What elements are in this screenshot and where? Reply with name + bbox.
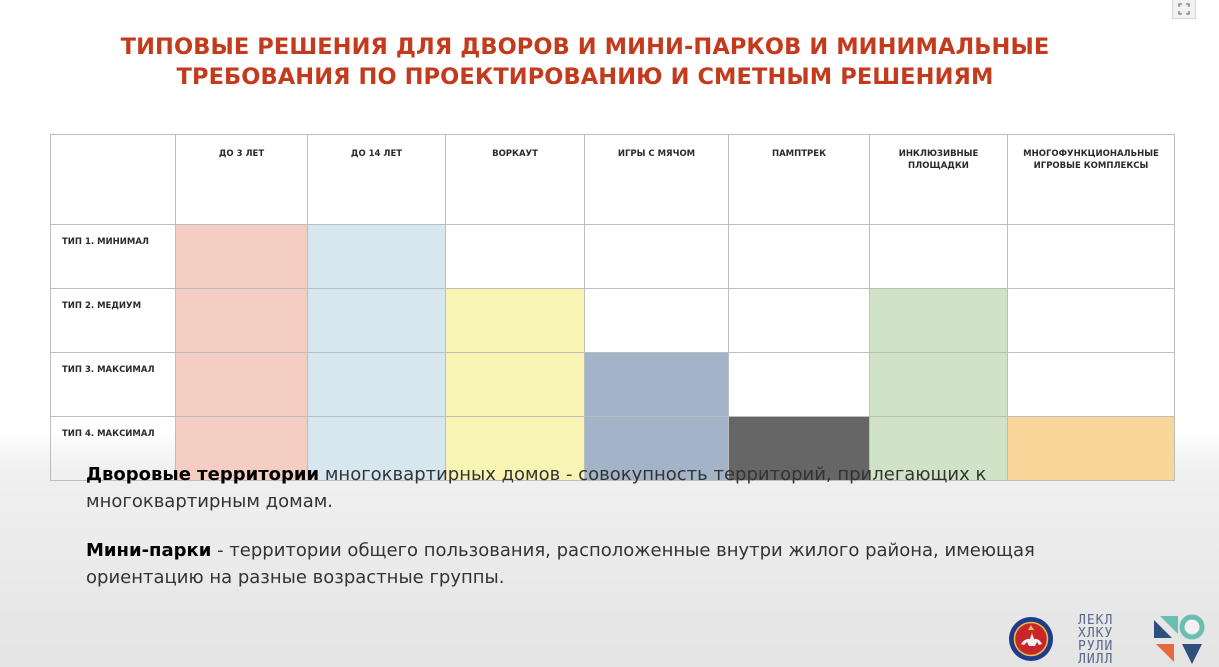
definition-term: Мини-парки [86,540,212,561]
table-cell [1008,353,1175,417]
table-row [51,353,1175,417]
definition-yard-territories [86,461,1136,515]
row-label: ТИП 4. МАКСИМАЛ [51,417,176,481]
table-cell [176,225,308,289]
wordmark-line: РУЛИ [1078,639,1114,654]
wordmark-line: ХЛКУ [1078,626,1114,641]
table-row [51,225,1175,289]
table-cell [176,289,308,353]
title-line-2: ТРЕБОВАНИЯ ПО ПРОЕКТИРОВАНИЮ И СМЕТНЫМ РЕШЕНИЯМ [176,64,994,90]
column-header: ДО 14 ЛЕТ [308,135,446,225]
table-cell [446,225,585,289]
table-cell [870,225,1008,289]
header-corner [51,135,176,225]
wordmark-line: ЛЕКЛ [1078,614,1114,628]
column-header: ПАМПТРЕК [729,135,870,225]
definition-term: Дворовые территории [86,464,320,485]
table-cell [1008,225,1175,289]
table-header-row [51,135,1175,225]
table-cell [585,289,729,353]
wordmark-line: ЛИЛЛ [1078,652,1114,667]
table-cell [729,289,870,353]
table-cell [1008,289,1175,353]
solutions-table [50,134,1175,481]
definition-text: многоквартирных домов - совокупность территорий, прилегающих к многоквартирным домам. [86,464,987,512]
fullscreen-expand-icon[interactable] [1172,0,1196,19]
table-cell [585,353,729,417]
table-cell [308,353,446,417]
column-header: ДО 3 ЛЕТ [176,135,308,225]
table-cell [729,353,870,417]
table-cell [446,289,585,353]
column-header: ИГРЫ С МЯЧОМ [585,135,729,225]
table-cell [870,289,1008,353]
table-cell [308,225,446,289]
table-cell [585,225,729,289]
column-header: ВОРКАУТ [446,135,585,225]
emblem-logo [1008,614,1054,664]
table-cell [308,289,446,353]
definition-mini-parks [86,537,1136,591]
expand-icon [1178,3,1190,15]
definition-text: - территории общего пользования, расположенные внутри жилого района, имеющая ориентацию на разные возрастные группы. [86,540,1035,588]
table-row [51,289,1175,353]
table-cell [176,353,308,417]
row-label: ТИП 3. МАКСИМАЛ [51,353,176,417]
column-header: ИНКЛЮЗИВНЫЕ ПЛОЩАДКИ [870,135,1008,225]
brand-mark-logo [1152,614,1208,667]
table-cell [446,353,585,417]
table-cell [729,225,870,289]
table-cell [870,353,1008,417]
row-label: ТИП 2. МЕДИУМ [51,289,176,353]
wordmark-logo [1078,614,1140,667]
page-title [0,32,1170,92]
title-line-1: ТИПОВЫЕ РЕШЕНИЯ ДЛЯ ДВОРОВ И МИНИ-ПАРКОВ И МИНИМАЛЬНЫЕ [120,34,1050,60]
row-label: ТИП 1. МИНИМАЛ [51,225,176,289]
column-header: МНОГОФУНКЦИОНАЛЬНЫЕ ИГРОВЫЕ КОМПЛЕКСЫ [1008,135,1175,225]
